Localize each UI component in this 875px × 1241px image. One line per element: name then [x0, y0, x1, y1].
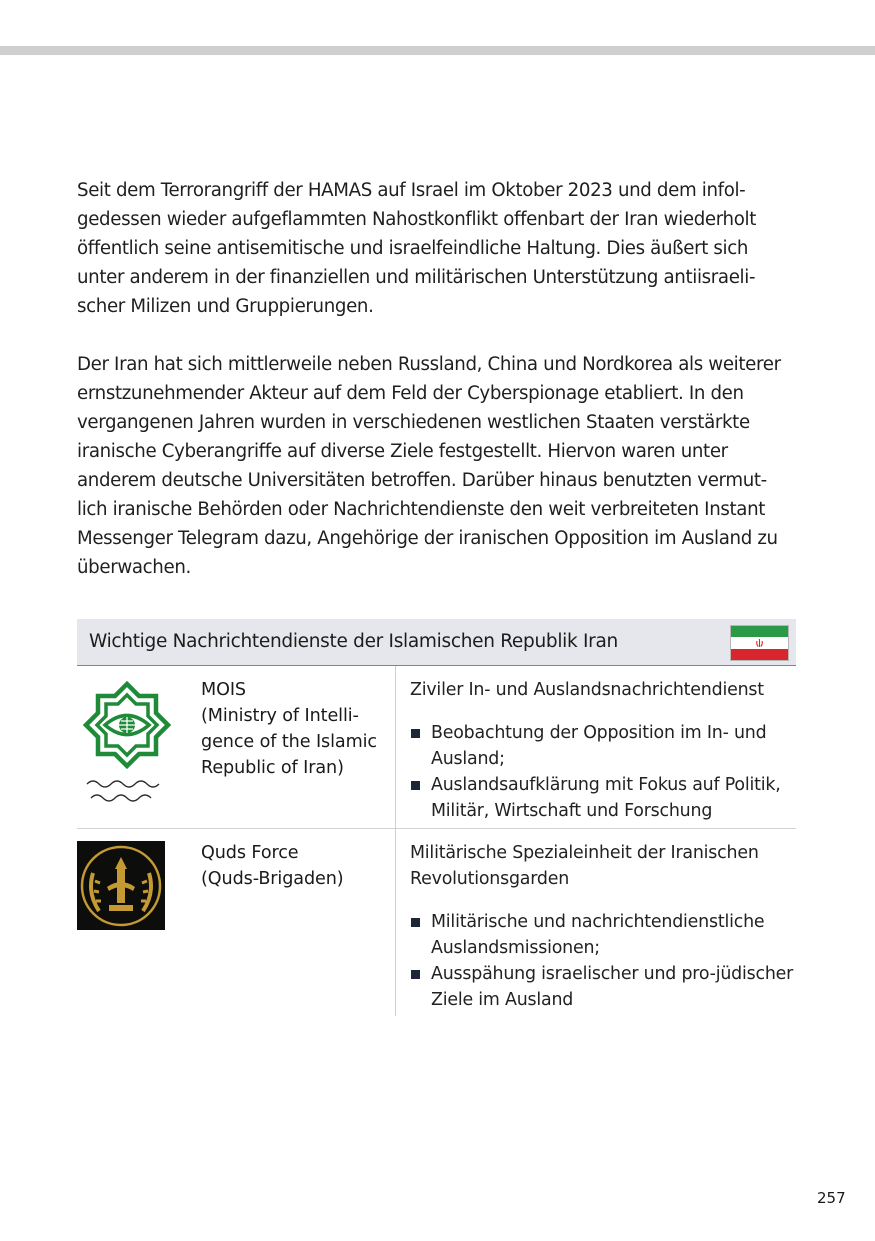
quds-force-emblem-icon — [77, 841, 165, 930]
bullet-line: Auslandsmissionen; — [431, 938, 600, 958]
page-number: 257 — [817, 1189, 846, 1207]
description-line: Ziviler In- und Auslandsnachrichtendienst — [410, 680, 764, 700]
column-divider — [395, 666, 396, 828]
bullet-line: Ziele im Ausland — [431, 990, 574, 1010]
flag-red-band — [731, 649, 788, 660]
iran-flag-icon — [730, 625, 789, 661]
service-description — [410, 677, 790, 824]
bullet-line: Militärische und nachrichtendienstliche — [431, 912, 765, 932]
bullet-square-icon — [411, 970, 420, 979]
list-item — [410, 720, 790, 772]
service-name-line: Republic of Iran) — [201, 758, 344, 778]
text-line: gedessen wieder aufgeflammten Nahostkonflikt offenbart der Iran wiederholt — [77, 209, 756, 230]
service-name-line: MOIS — [201, 680, 246, 700]
text-line: ernstzunehmender Akteur auf dem Feld der Cyberspionage etabliert. In den — [77, 383, 744, 404]
text-line: anderem deutsche Universitäten betroffen. Darüber hinaus benutzten vermut- — [77, 470, 767, 491]
table-header — [77, 619, 796, 666]
task-list — [410, 720, 790, 824]
service-name — [201, 840, 344, 892]
bullet-line: Militär, Wirtschaft und Forschung — [431, 801, 713, 821]
text-line: überwachen. — [77, 557, 191, 578]
mois-emblem-icon — [77, 678, 177, 806]
flag-green-band — [731, 626, 788, 637]
bullet-line: Ausland; — [431, 749, 505, 769]
task-list — [410, 909, 794, 1013]
intro-paragraph — [77, 176, 797, 321]
service-name — [201, 677, 377, 781]
cyber-paragraph — [77, 350, 797, 582]
description-line: Militärische Spezialeinheit der Iranischen — [410, 843, 759, 863]
service-name-line: (Ministry of Intelli- — [201, 706, 359, 726]
bullet-square-icon — [411, 729, 420, 738]
text-line: öffentlich seine antisemitische und israelfeindliche Haltung. Dies äußert sich — [77, 238, 749, 259]
bullet-line: Beobachtung der Opposition im In- und — [431, 723, 767, 743]
bullet-line: Auslandsaufklärung mit Fokus auf Politik, — [431, 775, 781, 795]
service-name-line: gence of the Islamic — [201, 732, 377, 752]
service-name-line: Quds Force — [201, 843, 299, 863]
text-line: Messenger Telegram dazu, Angehörige der iranischen Opposition im Ausland zu — [77, 528, 778, 549]
service-description — [410, 840, 794, 1013]
quds-force-emblem-graphic — [77, 841, 165, 930]
list-item — [410, 961, 794, 1013]
top-rule — [0, 46, 875, 55]
description-intro — [410, 677, 790, 703]
list-item — [410, 772, 790, 824]
text-line: Seit dem Terrorangriff der HAMAS auf Israel im Oktober 2023 und dem infol- — [77, 180, 746, 201]
bullet-line: Ausspähung israelischer und pro-jüdischer — [431, 964, 794, 984]
description-line: Revolutionsgarden — [410, 869, 570, 889]
list-item — [410, 909, 790, 961]
bullet-square-icon — [411, 781, 420, 790]
table-title: Wichtige Nachrichtendienste der Islamischen Republik Iran — [89, 631, 618, 652]
table-row — [77, 666, 796, 829]
mois-persian-script-graphic — [77, 772, 177, 806]
description-intro — [410, 840, 790, 892]
flag-emblem-icon — [755, 638, 764, 648]
table-row — [77, 829, 796, 1016]
text-line: unter anderem in der finanziellen und militärischen Unterstützung antiisraeli- — [77, 267, 756, 288]
text-line: lich iranische Behörden oder Nachrichtendienste den weit verbreiteten Instant — [77, 499, 766, 520]
column-divider — [395, 829, 396, 1016]
text-line: Der Iran hat sich mittlerweile neben Russland, China und Nordkorea als weiterer — [77, 354, 781, 375]
intelligence-services-table — [77, 619, 796, 1016]
text-line: vergangenen Jahren wurden in verschiedenen westlichen Staaten verstärkte — [77, 412, 750, 433]
text-line: iranische Cyberangriffe auf diverse Ziele festgestellt. Hiervon waren unter — [77, 441, 728, 462]
bullet-square-icon — [411, 918, 420, 927]
service-name-line: (Quds-Brigaden) — [201, 869, 344, 889]
text-line: scher Milizen und Gruppierungen. — [77, 296, 374, 317]
